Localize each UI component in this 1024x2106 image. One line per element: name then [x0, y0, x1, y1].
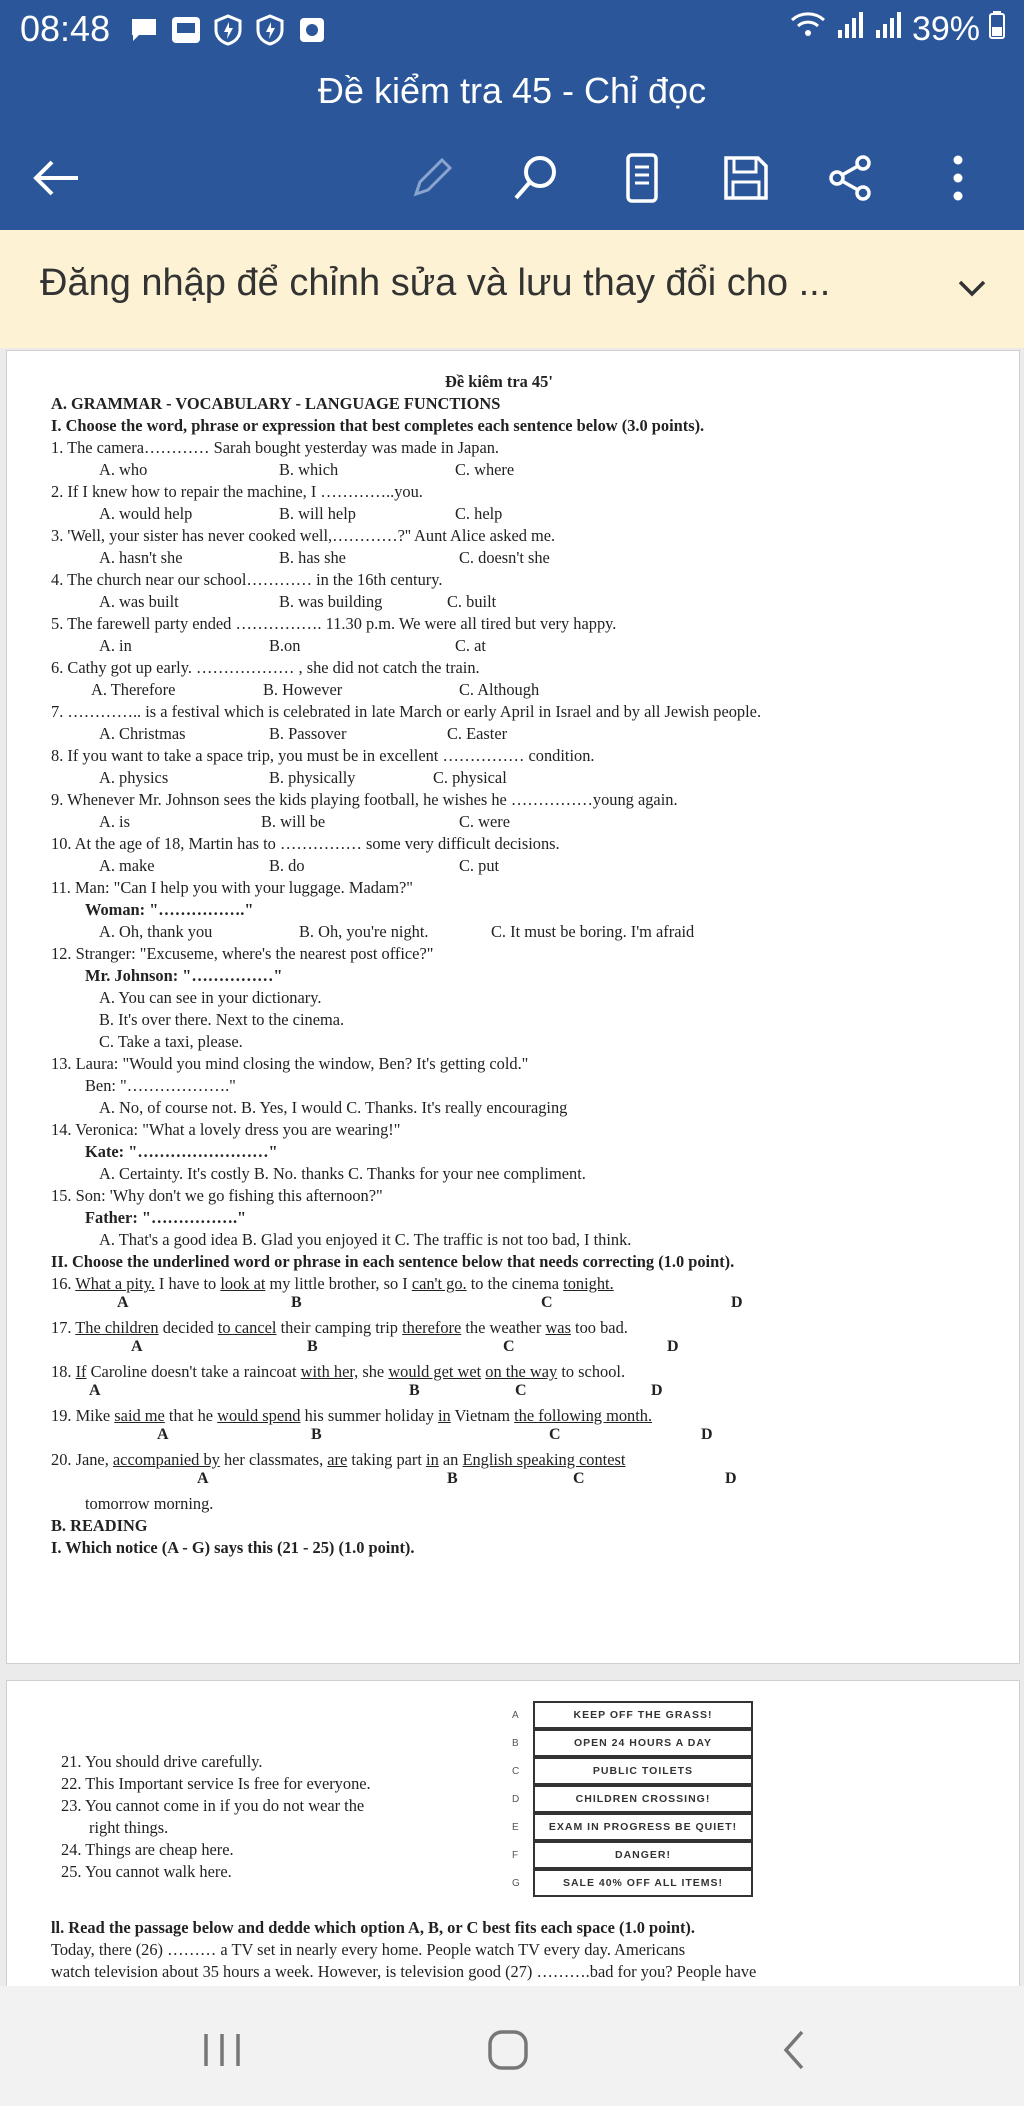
more-options-button[interactable]	[922, 142, 994, 214]
label-a: A	[89, 1382, 101, 1399]
option-c: C. help	[455, 504, 503, 523]
option-b: B. will be	[261, 812, 326, 831]
notice-statement-25: 25. You cannot walk here.	[61, 1862, 232, 1881]
shield-bolt-icon	[254, 14, 286, 46]
search-button[interactable]	[500, 142, 572, 214]
question-16: 16. What a pity. I have to look at my little brother, so I can't go. to the cinema tonight.	[51, 1274, 614, 1293]
recent-apps-button[interactable]	[192, 2020, 252, 2080]
notification-icons	[128, 14, 328, 46]
option-b: B. do	[269, 856, 305, 875]
back-arrow-icon	[30, 158, 82, 198]
notice-statement-22: 22. This Important service Is free for everyone.	[61, 1774, 371, 1793]
sign-letter-b: B	[512, 1738, 519, 1749]
signal-icon-2	[874, 10, 904, 49]
question-20-continued: tomorrow morning.	[85, 1494, 214, 1513]
option-a: A. in	[99, 636, 132, 655]
back-nav-button[interactable]	[764, 2020, 824, 2080]
option-c: C. Easter	[447, 724, 508, 743]
share-icon	[825, 153, 875, 203]
label-b: B	[307, 1338, 318, 1355]
question-11-reply: Woman: "……………."	[85, 900, 254, 919]
wifi-icon	[788, 10, 828, 49]
recent-apps-icon	[200, 2030, 244, 2070]
sign-a: KEEP OFF THE GRASS!	[533, 1701, 753, 1729]
vn-app-icon	[170, 14, 202, 46]
question-6: 6. Cathy got up early. ……………… , she did not catch the train.	[51, 658, 480, 677]
question-12: 12. Stranger: "Excuseme, where's the nearest post office?"	[51, 944, 434, 963]
option-a: A. hasn't she	[99, 548, 183, 567]
document-page-1	[6, 350, 1020, 1664]
option-a: A. Christmas	[99, 724, 186, 743]
sign-letter-d: D	[512, 1794, 520, 1805]
signal-icon	[836, 10, 866, 49]
option-a: A. make	[99, 856, 155, 875]
back-button[interactable]	[20, 142, 92, 214]
label-c: C	[541, 1294, 553, 1311]
notice-statement-23-cont: right things.	[89, 1818, 169, 1837]
q12-option-b: B. It's over there. Next to the cinema.	[99, 1010, 345, 1029]
question-12-reply: Mr. Johnson: "……………"	[85, 966, 283, 985]
option-b: B. physically	[269, 768, 356, 787]
label-a: A	[157, 1426, 169, 1443]
part-2-instruction: II. Choose the underlined word or phrase in each sentence below that needs correcting (1.0 point).	[51, 1252, 735, 1271]
battery-icon	[988, 10, 1006, 49]
option-a: A. Oh, thank you	[99, 922, 213, 941]
share-button[interactable]	[814, 142, 886, 214]
question-14: 14. Veronica: "What a lovely dress you are wearing!"	[51, 1120, 401, 1139]
status-bar	[0, 0, 1024, 62]
mobile-view-icon	[622, 152, 662, 204]
label-c: C	[573, 1470, 585, 1487]
option-b: B.on	[269, 636, 301, 655]
sign-letter-c: C	[512, 1766, 520, 1777]
sign-g: SALE 40% OFF ALL ITEMS!	[533, 1869, 753, 1897]
label-c: C	[515, 1382, 527, 1399]
question-3: 3. 'Well, your sister has never cooked well,…………?'' Aunt Alice asked me.	[51, 526, 556, 545]
question-15-reply: Father: "……………."	[85, 1208, 247, 1227]
home-button[interactable]	[478, 2020, 538, 2080]
system-navigation-bar	[0, 1986, 1024, 2106]
option-a: A. who	[99, 460, 148, 479]
option-a: A. was built	[99, 592, 179, 611]
option-c: C. were	[459, 812, 510, 831]
sign-d: CHILDREN CROSSING!	[533, 1785, 753, 1813]
option-c: C. at	[455, 636, 486, 655]
label-b: B	[409, 1382, 420, 1399]
save-button[interactable]	[710, 142, 782, 214]
option-b: B. Oh, you're night.	[299, 922, 429, 941]
question-5: 5. The farewell party ended ……………. 11.30 p.m. We were all tired but very happy.	[51, 614, 617, 633]
passage-line-1: Today, there (26) ……… a TV set in nearly every home. People watch TV every day. Americans	[51, 1940, 686, 1959]
sign-e: EXAM IN PROGRESS BE QUIET!	[533, 1813, 753, 1841]
label-b: B	[291, 1294, 302, 1311]
section-a-heading: A. GRAMMAR - VOCABULARY - LANGUAGE FUNCTIONS	[51, 394, 501, 413]
more-vertical-icon	[950, 154, 966, 202]
question-20: 20. Jane, accompanied by her classmates, are taking part in an English speaking contest	[51, 1450, 626, 1469]
option-b: B. Passover	[269, 724, 347, 743]
reading-part-2-instruction: ll. Read the passage below and dedde which option A, B, or C best fits each space (1.0 point).	[51, 1918, 695, 1937]
option-a: A. Therefore	[91, 680, 176, 699]
label-d: D	[701, 1426, 713, 1443]
notice-statement-21: 21. You should drive carefully.	[61, 1752, 263, 1771]
label-a: A	[117, 1294, 129, 1311]
question-17: 17. The children decided to cancel their camping trip therefore the weather was too bad.	[51, 1318, 628, 1337]
label-d: D	[651, 1382, 663, 1399]
question-2: 2. If I knew how to repair the machine, I …………..you.	[51, 482, 423, 501]
question-18: 18. If Caroline doesn't take a raincoat with her, she would get wet on the way to school.	[51, 1362, 626, 1381]
question-10: 10. At the age of 18, Martin has to …………… some very difficult decisions.	[51, 834, 560, 853]
option-c: C. built	[447, 592, 497, 611]
question-4: 4. The church near our school………… in the 16th century.	[51, 570, 443, 589]
chevron-down-icon[interactable]	[950, 266, 994, 310]
label-a: A	[131, 1338, 143, 1355]
option-b: B. will help	[279, 504, 356, 523]
option-b: B. has she	[279, 548, 346, 567]
option-b: B. was building	[279, 592, 383, 611]
label-a: A	[197, 1470, 209, 1487]
question-1: 1. The camera………… Sarah bought yesterday was made in Japan.	[51, 438, 500, 457]
question-14-reply: Kate: "……………………"	[85, 1142, 278, 1161]
edit-button[interactable]	[396, 142, 468, 214]
question-7: 7. ………….. is a festival which is celebrated in late March or early April in Israel and by all Jewish people.	[51, 702, 762, 721]
label-d: D	[667, 1338, 679, 1355]
battery-level: 39%	[911, 10, 980, 48]
sign-f: DANGER!	[533, 1841, 753, 1869]
save-icon	[721, 153, 771, 203]
sign-c: PUBLIC TOILETS	[533, 1757, 753, 1785]
option-b: B. which	[279, 460, 339, 479]
section-b-heading: B. READING	[51, 1516, 148, 1535]
label-c: C	[549, 1426, 561, 1443]
option-c: C. doesn't she	[459, 548, 550, 567]
option-c: C. put	[459, 856, 500, 875]
label-b: B	[311, 1426, 322, 1443]
sign-letter-a: A	[512, 1710, 519, 1721]
reading-part-1-instruction: I. Which notice (A - G) says this (21 - 25) (1.0 point).	[51, 1538, 415, 1557]
sign-letter-g: G	[512, 1878, 520, 1889]
sign-b: OPEN 24 HOURS A DAY	[533, 1729, 753, 1757]
passage-line-2: watch television about 35 hours a week. However, is television good (27) ……….bad for you? People have	[51, 1962, 757, 1981]
notice-statement-23: 23. You cannot come in if you do not wear the	[61, 1796, 365, 1815]
app-header	[0, 62, 1024, 230]
q13-options: A. No, of course not. B. Yes, I would C. Thanks. It's really encouraging	[99, 1098, 568, 1117]
label-d: D	[731, 1294, 743, 1311]
q12-option-a: A. You can see in your dictionary.	[99, 988, 322, 1007]
question-13: 13. Laura: "Would you mind closing the window, Ben? It's getting cold."	[51, 1054, 529, 1073]
search-icon	[510, 152, 562, 204]
doc-title: Đề kiêm tra 45'	[445, 372, 553, 391]
document-title: Đề kiểm tra 45 - Chỉ đọc	[317, 70, 707, 111]
banner-message: Đăng nhập để chỉnh sửa và lưu thay đổi cho ...	[40, 262, 831, 304]
q12-option-c: C. Take a taxi, please.	[99, 1032, 243, 1051]
option-c: C. It must be boring. I'm afraid	[491, 922, 695, 941]
message-icon	[128, 14, 160, 46]
option-c: C. physical	[433, 768, 507, 787]
status-time: 08:48	[20, 8, 111, 49]
sign-letter-f: F	[512, 1850, 519, 1861]
question-15: 15. Son: 'Why don't we go fishing this afternoon?"	[51, 1186, 383, 1205]
question-13-reply: Ben: "………………."	[85, 1076, 236, 1095]
part-1-instruction: I. Choose the word, phrase or expression that best completes each sentence below (3.0 points).	[51, 416, 705, 435]
question-19: 19. Mike said me that he would spend his summer holiday in Vietnam the following month.	[51, 1406, 653, 1425]
option-c: C. where	[455, 460, 515, 479]
status-right	[788, 10, 1006, 49]
option-a: A. physics	[99, 768, 169, 787]
label-d: D	[725, 1470, 737, 1487]
record-icon	[296, 14, 328, 46]
option-a: A. would help	[99, 504, 193, 523]
shield-icon	[212, 14, 244, 46]
home-icon	[484, 2026, 532, 2074]
option-b: B. However	[263, 680, 343, 699]
option-c: C. Although	[459, 680, 540, 699]
label-b: B	[447, 1470, 458, 1487]
notice-statement-24: 24. Things are cheap here.	[61, 1840, 234, 1859]
option-a: A. is	[99, 812, 130, 831]
label-c: C	[503, 1338, 515, 1355]
question-8: 8. If you want to take a space trip, you must be in excellent …………… condition.	[51, 746, 595, 765]
pencil-icon	[408, 154, 456, 202]
sign-in-banner[interactable]	[0, 230, 1024, 348]
q15-options: A. That's a good idea B. Glad you enjoyed it C. The traffic is not too bad, I think.	[99, 1230, 632, 1249]
question-9: 9. Whenever Mr. Johnson sees the kids playing football, he wishes he ……………young again.	[51, 790, 678, 809]
document-page-2	[6, 1680, 1020, 1988]
back-chevron-icon	[776, 2026, 812, 2074]
question-11: 11. Man: "Can I help you with your luggage. Madam?"	[51, 878, 413, 897]
reading-view-button[interactable]	[606, 142, 678, 214]
sign-letter-e: E	[512, 1822, 519, 1833]
q14-options: A. Certainty. It's costly B. No. thanks C. Thanks for your nee compliment.	[99, 1164, 586, 1183]
